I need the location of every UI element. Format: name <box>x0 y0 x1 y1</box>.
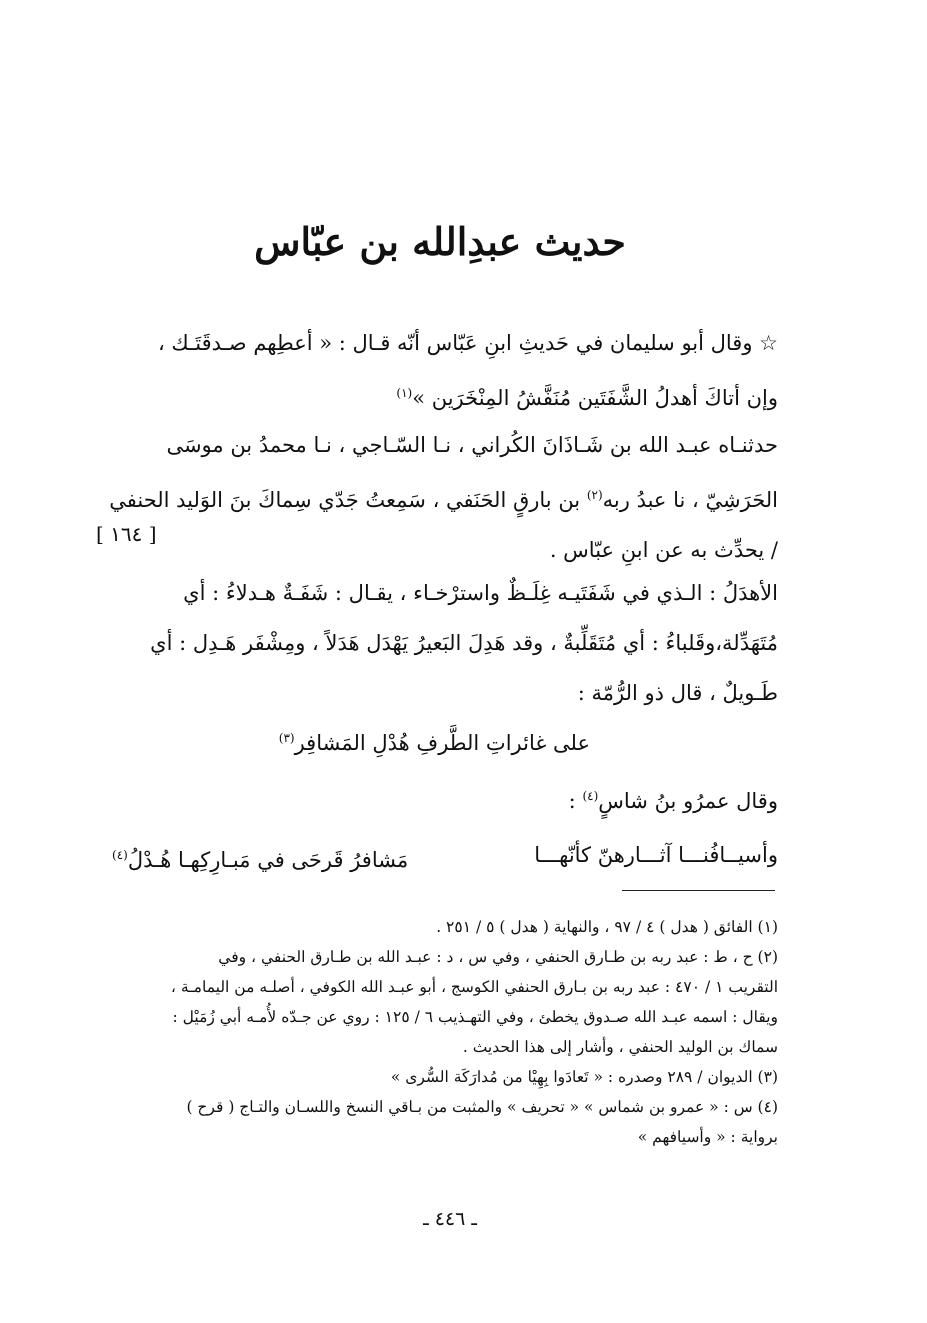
paragraph-isnad <box>109 420 778 570</box>
chapter-title: حديث عبدِالله بن عبّاس <box>254 219 626 264</box>
paragraph-line <box>112 368 778 423</box>
footnote-ref[interactable]: (١) <box>396 386 413 400</box>
footnotes <box>112 912 778 1152</box>
paragraph-line: الأهدَلُ : الـذي في شَفَتَيـه غِلَـظٌ واسترْخـاء ، يقـال : شَفَـةٌ هـدلاءُ : أي <box>183 581 778 605</box>
paragraph-line: / يحدِّث به عن ابنِ عبّاس . <box>549 538 778 562</box>
footnote-ref[interactable]: (٣) <box>278 731 295 745</box>
paragraph-line-text: بن بارقٍ الحَنَفي ، سَمِعتُ جَدّي سِماكَ بنَ الوَليد الحنفي <box>109 488 587 512</box>
paragraph-line: حدثنـاه عبـد الله بن شَـاذَانَ الكُراني ، نـا السّـاجي ، نـا محمدُ بن موسَى <box>166 433 778 457</box>
first-hemistich: وأسيــافُنـــا آثـــارهنّ كأنّهـــا <box>534 843 778 867</box>
paragraph-explanation <box>112 568 778 718</box>
paragraph-hadith <box>112 318 778 418</box>
page-number: ـ ٤٤٦ ـ <box>423 1208 477 1230</box>
manuscript-page-marker: [ ١٦٤ ] <box>96 522 157 546</box>
footnote-2-line: سماك بن الوليد الحنفي ، وأشار إلى هذا الحديث . <box>462 1038 778 1056</box>
paragraph-line-text: وإن أتاكَ أهدلُ الشَّفَتَين مُنَفَّشُ المِنْخَرَين » <box>412 386 778 410</box>
footnote-2-line: ويقال : اسمه عبـد الله صـدوق يخطئ ، وفي التهـذيب ٦ / ١٢٥ : روي عن جـدّه لأُمـه أبي زُمَيْل : <box>172 1008 778 1026</box>
verse-intro-colon: : <box>568 789 583 813</box>
footnote-1: (١) الفائق ( هدل ) ٤ / ٩٧ ، والنهاية ( هدل ) ٥ / ٢٥١ . <box>436 918 778 936</box>
second-hemistich-wrap <box>112 830 408 885</box>
footnote-4-line: (٤) س : « عمرو بن شماس » « تحريف » والمثبت من بـاقي النسخ واللسـان والتـاج ( قرح ) <box>186 1098 778 1116</box>
footnote-3: (٣) الديوان / ٢٨٩ وصدره : « تَعادَوا بِهِيْا من مُدارَكَة السُّرى » <box>390 1068 778 1086</box>
footnote-ref[interactable]: (٤) <box>582 789 599 803</box>
verse-text: على غائراتِ الطَّرفِ هُدْلِ المَشافِر <box>294 731 590 755</box>
footnote-ref[interactable]: (٢) <box>586 488 603 502</box>
footnote-separator <box>622 890 775 891</box>
verse-amr-ibn-shas <box>112 830 778 880</box>
footnote-ref[interactable]: (٤) <box>112 848 128 862</box>
verse-dhu-al-rumma <box>230 716 590 765</box>
verse-intro <box>460 774 778 823</box>
verse-intro-text: وقال عمرُو بنُ شاسٍ <box>598 789 778 813</box>
paragraph-line <box>109 470 778 525</box>
footnote-2-line: التقريب ١ / ٤٧٠ : عبد ربه بن بـارق الحنفي الكوسج ، أبو عبـد الله الكوفي ، أصلـه من اليمامـة ، <box>170 978 778 996</box>
second-hemistich: مَشافرُ قَرحَى في مَبـارِكِهـا هُـدْلُ <box>127 848 409 872</box>
footnote-4-line: برواية : « وأسيافهم » <box>637 1128 778 1146</box>
paragraph-line: طَـويلٌ ، قال ذو الرُّمّة : <box>577 681 778 705</box>
paragraph-line: ☆ وقال أبو سليمان في حَديثِ ابنِ عَبّاس أنّه قـال : « أعطِهم صـدقَتَـك ، <box>157 331 778 355</box>
paragraph-line: مُتَهَدِّلة،وقَلباءُ : أي مُتَقَلِّبةٌ ، وقد هَدِلَ البَعيرُ يَهْدَل هَدَلاً ، ومِشْفَر هَـدِل : أي <box>150 631 778 655</box>
paragraph-line-text: الحَرَشِيّ ، نا عبدُ ربه <box>602 488 778 512</box>
footnote-2-line: (٢) ح ، ط : عبد ربه بن طـارق الحنفي ، وفي س ، د : عبـد الله بن طـارق الحنفي ، وفي <box>218 948 778 966</box>
